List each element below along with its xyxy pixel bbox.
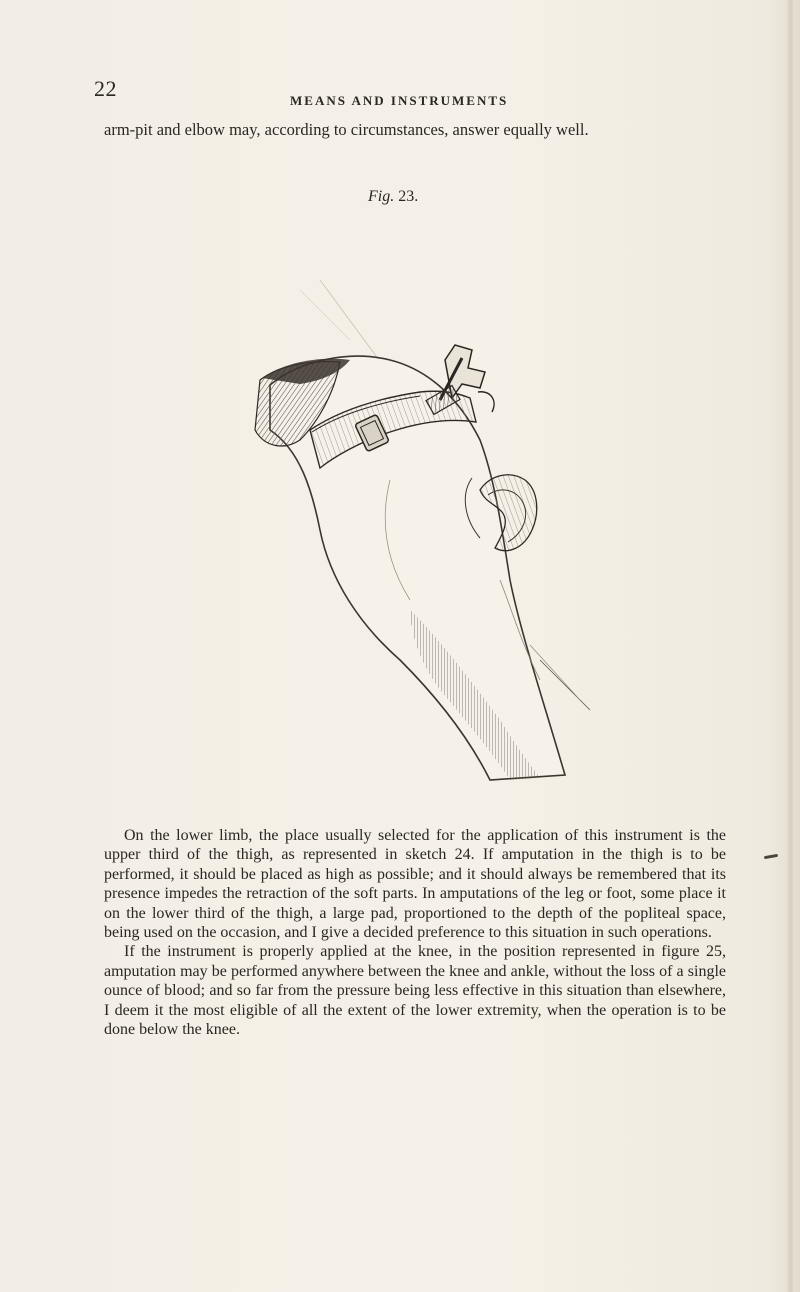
tourniquet-on-thigh-illustration (240, 280, 600, 790)
body-text (104, 826, 726, 1039)
figure-caption (368, 188, 418, 206)
body-paragraph-1: On the lower limb, the place usually selected for the application of this instrument is the upper third of the thigh, as represented in sketch 24. If amputation in the thigh is to be performed, it should be placed as high as possible; and it should always be remembered that its presence impedes the retraction of the soft parts. In amputations of the leg or foot, some place it on the lower third of the thigh, a large pad, proportioned to the depth of the popliteal space, being used on the occasion, and I give a decided preference to this situation in such operations. (104, 827, 726, 942)
continued-paragraph: arm-pit and elbow may, according to circumstances, answer equally well. (104, 120, 589, 139)
page-number: 22 (94, 76, 117, 101)
running-head: MEANS AND INSTRUMENTS (290, 93, 509, 108)
figure-number: 23. (398, 188, 419, 205)
page-edge (787, 0, 793, 1292)
ink-speck (764, 854, 778, 859)
body-paragraph-2: If the instrument is properly applied at the knee, in the position represented in figure 25, amputation may be performed anywhere between the knee and ankle, without the loss of a single ounce of blood; and so far from the pressure being less effective in this situation than elsewhere, I deem it the most eligible of all the extent of the lower extremity, when the operation is to be done below the knee. (104, 943, 726, 1039)
figure-label: Fig. (368, 188, 395, 205)
